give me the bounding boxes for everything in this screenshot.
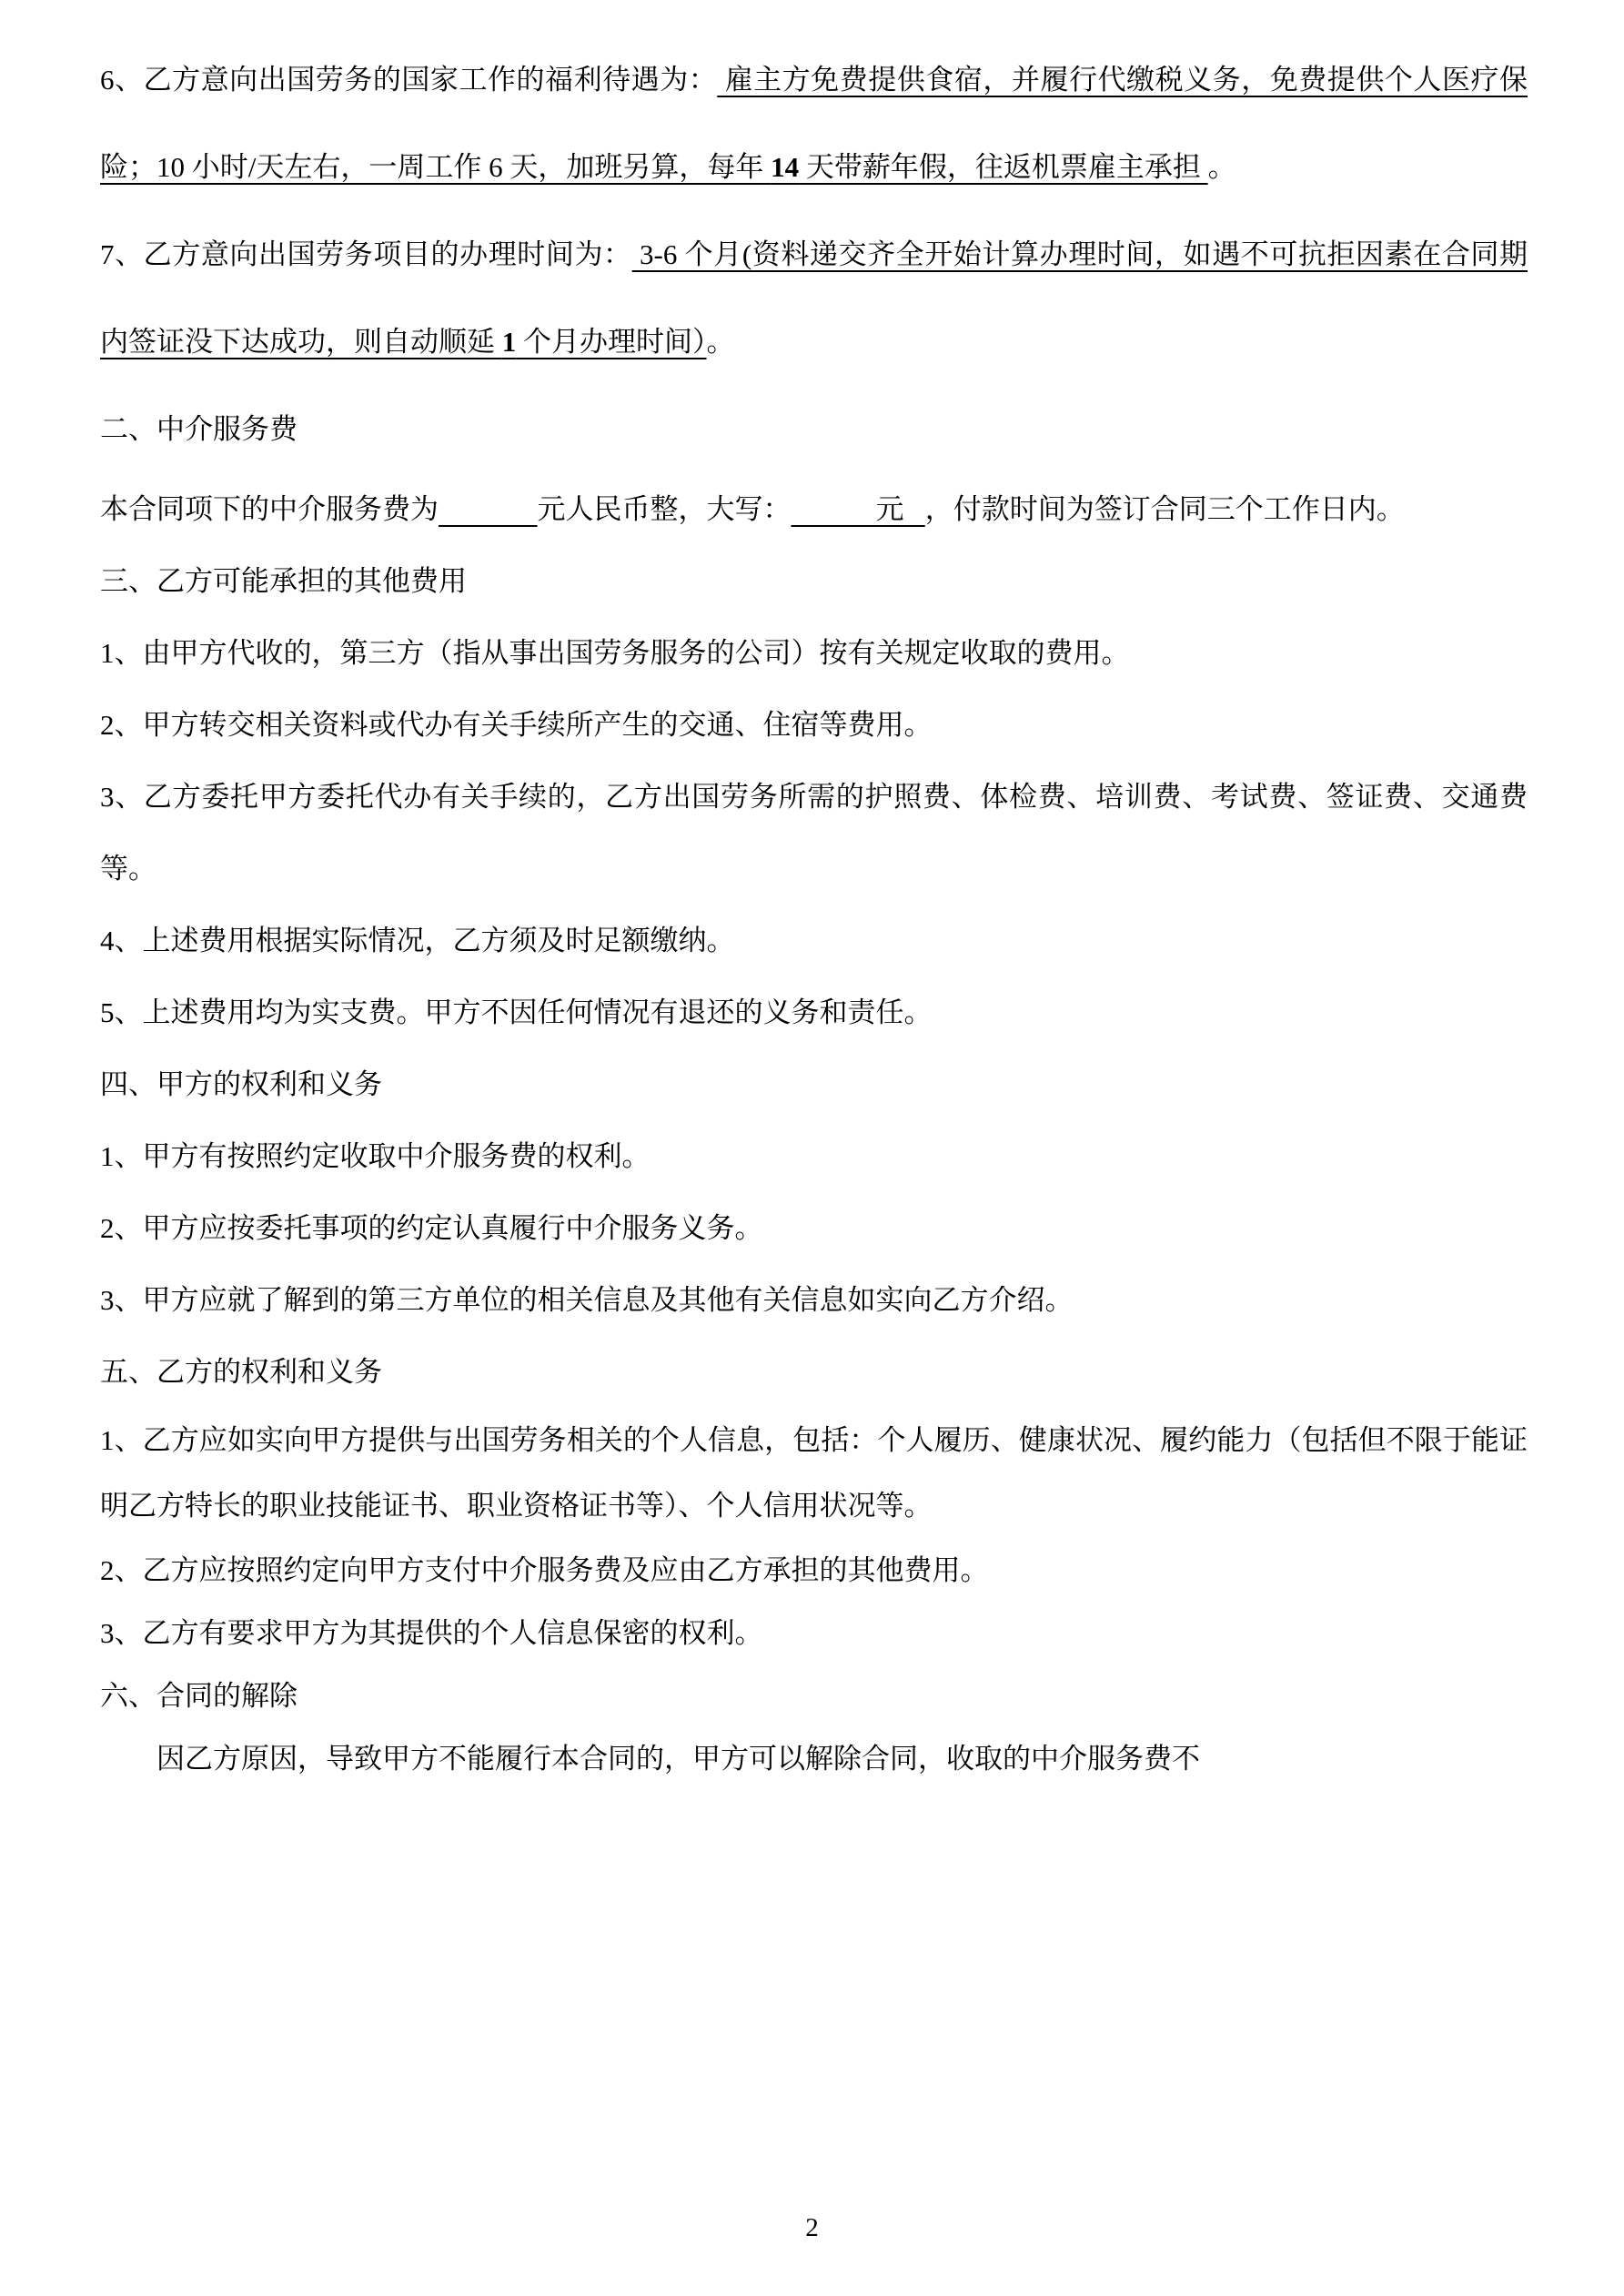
text-run: 1、乙方应如实向甲方提供与出国劳务相关的个人信息，包括：个人履历、健康状况、履约能力（包括但不限于能证明乙方特长的职业技能证书、职业资格证书等）、个人信用状况等。: [100, 1424, 1528, 1522]
text-run: 因乙方原因，导致甲方不能履行本合同的，甲方可以解除合同，收取的中介服务费不: [156, 1743, 1200, 1775]
text-run: 五、乙方的权利和义务: [100, 1356, 382, 1388]
contract-paragraph: [100, 36, 1528, 211]
section-heading: [100, 1336, 1528, 1408]
contract-paragraph: [100, 976, 1528, 1048]
text-run: 7、乙方意向出国劳务项目的办理时间为：: [100, 238, 632, 270]
contract-paragraph: [100, 473, 1528, 545]
contract-paragraph: [100, 211, 1528, 386]
text-run: 3、乙方委托甲方委托代办有关手续的，乙方出国劳务所需的护照费、体检费、培训费、考试费、签证费、交通费等。: [100, 781, 1528, 885]
filled-in-text: 3-6 个月(资料递交齐全开始计算办理时间，如遇不可抗拒因素在合同期内签证没下达成功，则自动顺延: [100, 238, 1528, 358]
contract-paragraph: [100, 1120, 1528, 1192]
text-run: 2、乙方应按照约定向甲方支付中介服务费及应由乙方承担的其他费用。: [100, 1554, 989, 1586]
contract-paragraph: [100, 1602, 1528, 1664]
contract-paragraph: [100, 1408, 1528, 1539]
text-run: 6、乙方意向出国劳务的国家工作的福利待遇为：: [100, 64, 718, 96]
text-run: 1、由甲方代收的，第三方（指从事出国劳务服务的公司）按有关规定收取的费用。: [100, 637, 1130, 669]
section-heading: [100, 545, 1528, 617]
text-run: 2、甲方应按委托事项的约定认真履行中介服务义务。: [100, 1212, 763, 1244]
fill-in-blank: [904, 493, 925, 525]
filled-in-text: 天带薪年假，往返机票雇主承担: [799, 151, 1208, 183]
page-number: 2: [805, 2213, 819, 2242]
text-run: 本合同项下的中介服务费为: [100, 493, 439, 525]
text-run: 5、上述费用均为实支费。甲方不因任何情况有退还的义务和责任。: [100, 996, 933, 1028]
fill-in-blank: [439, 493, 538, 525]
section-heading: [100, 386, 1528, 473]
text-run: 1、甲方有按照约定收取中介服务费的权利。: [100, 1140, 651, 1172]
contract-paragraph: [100, 1727, 1528, 1790]
contract-paragraph: [100, 1192, 1528, 1264]
text-run: 。: [706, 326, 735, 358]
contract-paragraph: [100, 617, 1528, 689]
filled-in-text: 雇主方免费提供食宿，并履行代缴税义务，免费提供个人医疗保险；10 小时/天左右，一周工作 6 天，加班另算，每年: [100, 64, 1528, 183]
filled-in-text: 1: [501, 326, 517, 358]
text-run: 三、乙方可能承担的其他费用: [100, 565, 467, 597]
filled-in-text: 元: [875, 493, 904, 525]
contract-paragraph: [100, 761, 1528, 905]
text-run: 元人民币整，大写：: [537, 493, 792, 525]
text-run: ，付款时间为签订合同三个工作日内。: [924, 493, 1405, 525]
filled-in-text: 个月办理时间）: [516, 326, 707, 358]
contract-paragraph: [100, 905, 1528, 976]
text-run: 2、甲方转交相关资料或代办有关手续所产生的交通、住宿等费用。: [100, 709, 933, 741]
contract-paragraph: [100, 1539, 1528, 1602]
text-run: 3、甲方应就了解到的第三方单位的相关信息及其他有关信息如实向乙方介绍。: [100, 1284, 1074, 1316]
text-run: 3、乙方有要求甲方为其提供的个人信息保密的权利。: [100, 1617, 763, 1649]
text-run: 二、中介服务费: [100, 413, 298, 445]
contract-paragraph: [100, 689, 1528, 761]
text-run: 。: [1207, 151, 1236, 183]
section-heading: [100, 1664, 1528, 1727]
fill-in-blank: [792, 493, 876, 525]
text-run: 六、合同的解除: [100, 1680, 298, 1712]
contract-paragraph: [100, 1264, 1528, 1336]
text-run: 四、甲方的权利和义务: [100, 1068, 382, 1100]
text-run: 4、上述费用根据实际情况，乙方须及时足额缴纳。: [100, 925, 735, 956]
section-heading: [100, 1048, 1528, 1120]
filled-in-text: 14: [771, 151, 800, 183]
